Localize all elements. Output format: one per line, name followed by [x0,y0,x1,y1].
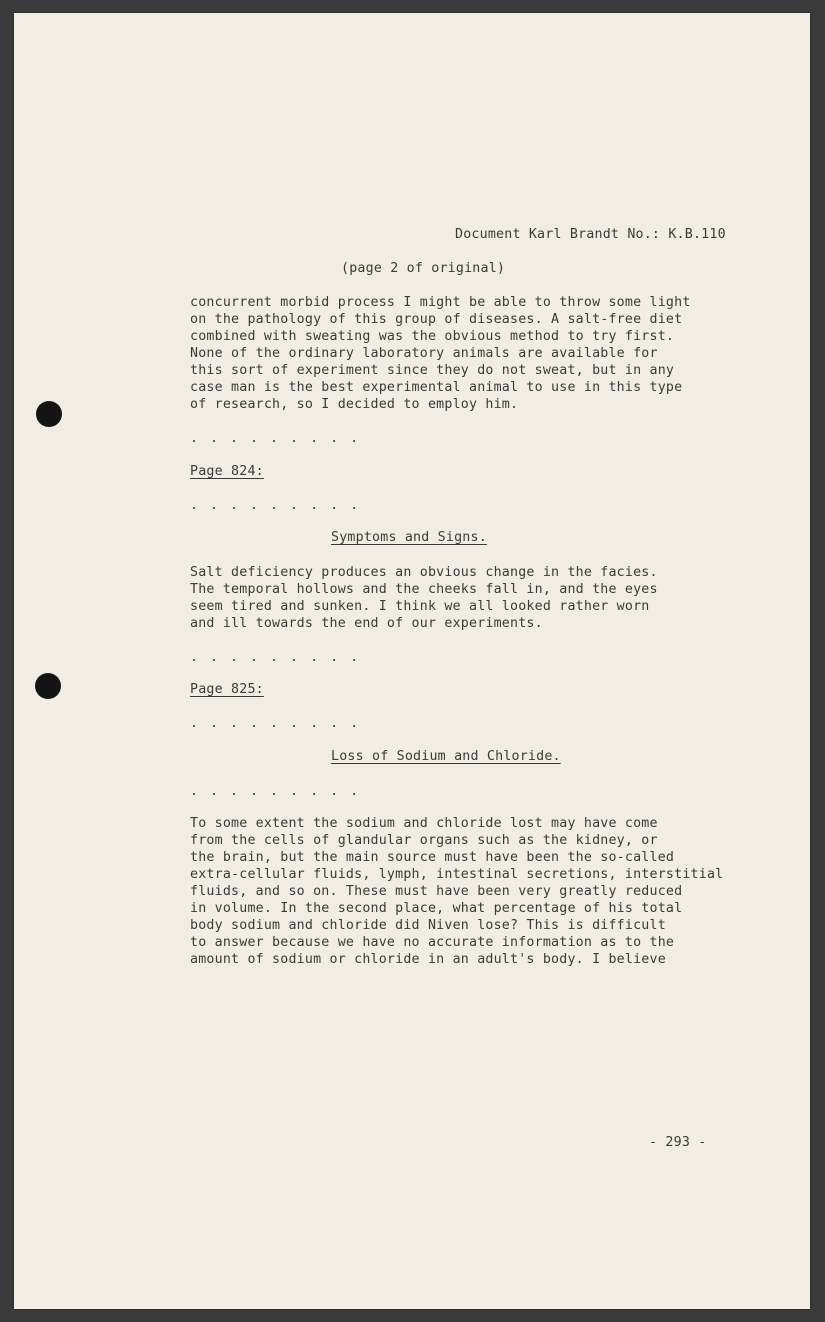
page-reference-825: Page 825: [190,682,264,697]
text-line: The temporal hollows and the cheeks fall in, and the eyes [190,582,658,597]
text-line: seem tired and sunken. I think we all looked rather worn [190,599,650,614]
text-line: the brain, but the main source must have been the so-called [190,850,675,865]
text-line: in volume. In the second place, what percentage of his total [190,901,683,916]
punch-hole-top [36,401,62,427]
page-reference-824: Page 824: [190,464,264,479]
text-line: case man is the best experimental animal to use in this type [190,380,683,395]
text-line: from the cells of glandular organs such as the kidney, or [190,833,658,848]
text-line: to answer because we have no accurate information as to the [190,935,675,950]
ellipsis-dots: . . . . . . . . . [190,716,361,731]
text-line: combined with sweating was the obvious method to try first. [190,329,675,344]
document-header: Document Karl Brandt No.: K.B.110 [455,227,726,242]
ellipsis-dots: . . . . . . . . . [190,784,361,799]
text-line: To some extent the sodium and chloride lost may have come [190,816,658,831]
text-line: Salt deficiency produces an obvious change in the facies. [190,565,658,580]
text-line: fluids, and so on. These must have been very greatly reduced [190,884,683,899]
text-line: concurrent morbid process I might be able to throw some light [190,295,691,310]
section-heading-symptoms: Symptoms and Signs. [331,530,487,545]
document-page [14,13,810,1309]
punch-hole-bottom [35,673,61,699]
ellipsis-dots: . . . . . . . . . [190,650,361,665]
text-line: body sodium and chloride did Niven lose? This is difficult [190,918,666,933]
ellipsis-dots: . . . . . . . . . [190,498,361,513]
text-line: of research, so I decided to employ him. [190,397,519,412]
text-line: on the pathology of this group of diseases. A salt-free diet [190,312,683,327]
section-heading-loss: Loss of Sodium and Chloride. [331,749,561,764]
page-note: (page 2 of original) [341,261,506,276]
text-line: extra-cellular fluids, lymph, intestinal secretions, interstitial [190,867,724,882]
text-line: this sort of experiment since they do not sweat, but in any [190,363,675,378]
text-line: amount of sodium or chloride in an adult's body. I believe [190,952,666,967]
ellipsis-dots: . . . . . . . . . [190,431,361,446]
page-number: - 293 - [649,1135,707,1150]
text-line: None of the ordinary laboratory animals are available for [190,346,658,361]
text-line: and ill towards the end of our experiments. [190,616,543,631]
